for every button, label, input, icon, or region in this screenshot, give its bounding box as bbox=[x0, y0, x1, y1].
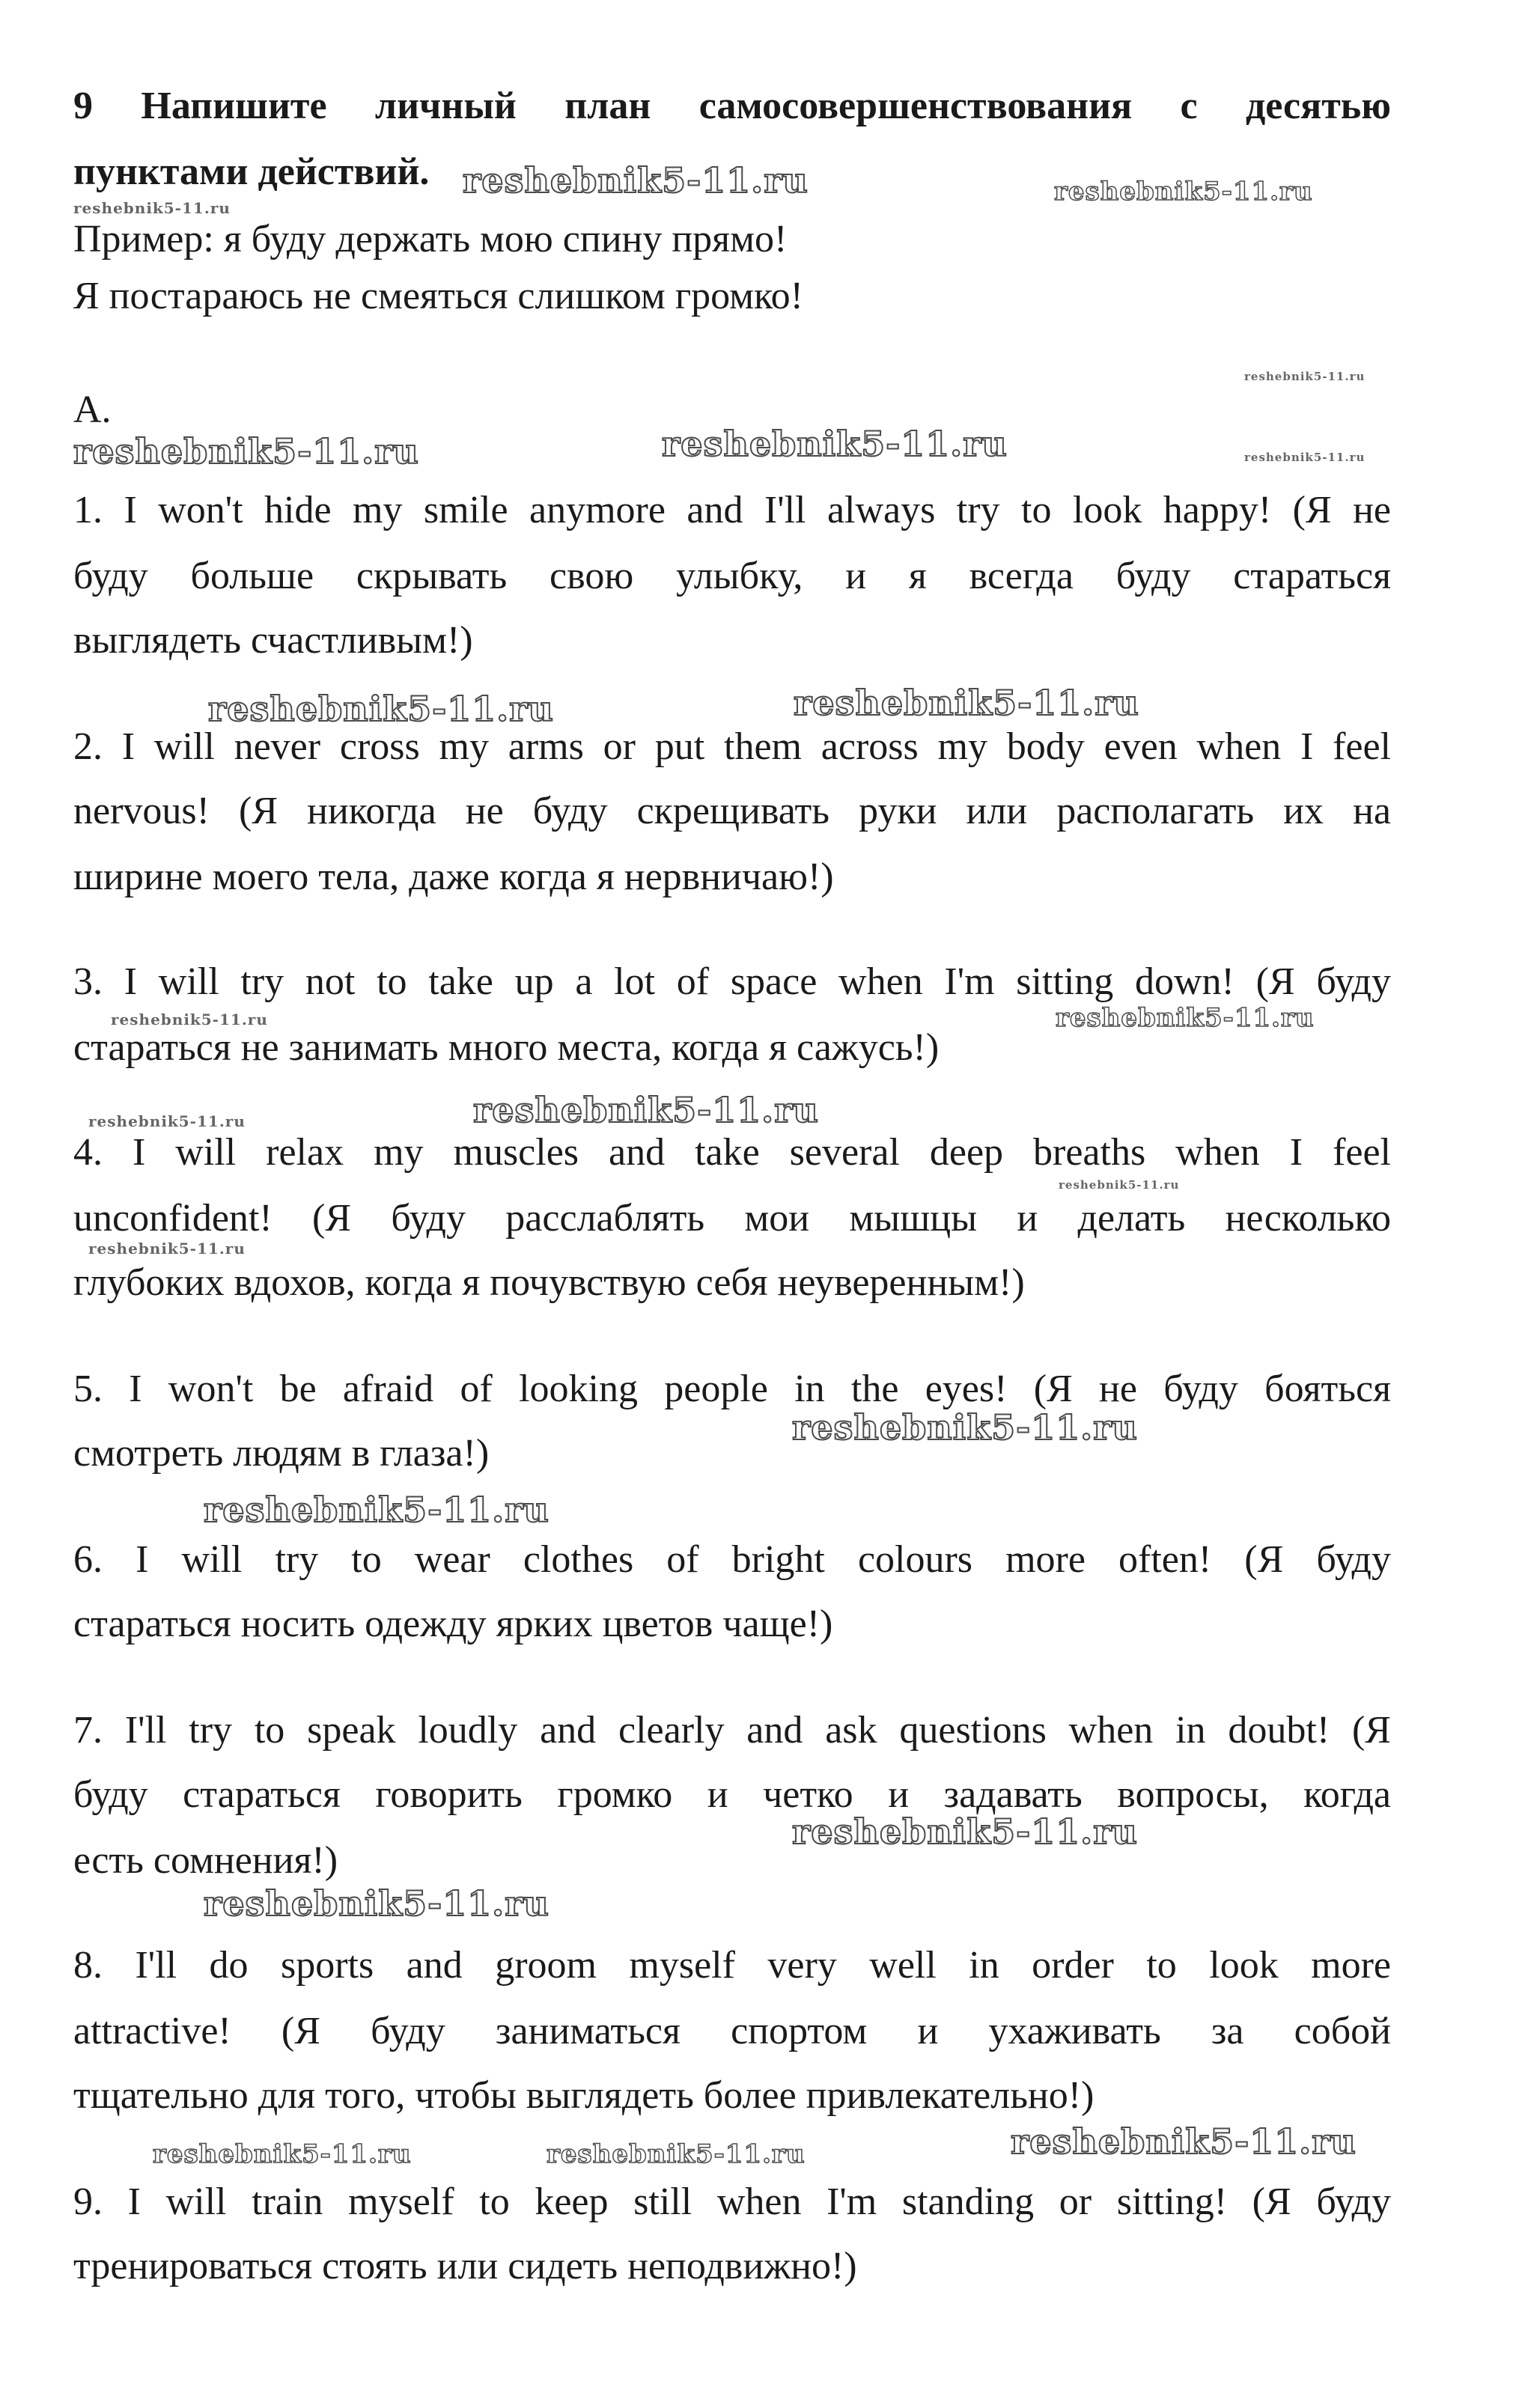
item-7-line-3: есть сомнения!) bbox=[73, 1839, 338, 1882]
watermark: reshebnik5-11.ru bbox=[794, 683, 1139, 723]
example-line-2: Я постараюсь не смеяться слишком громко! bbox=[73, 275, 803, 317]
item-3-line-1: 3. I will try not to take up a lot of space when I'm sitting down! (Я буду bbox=[73, 960, 1391, 1003]
example-line-1: Пример: я буду держать мою спину прямо! bbox=[73, 218, 788, 260]
watermark: reshebnik5-11.ru bbox=[1056, 1003, 1315, 1033]
watermark: reshebnik5-11.ru bbox=[792, 1407, 1138, 1448]
watermark: reshebnik5-11.ru bbox=[208, 689, 554, 729]
watermark: reshebnik5-11.ru bbox=[1059, 1178, 1180, 1192]
watermark: reshebnik5-11.ru bbox=[473, 1090, 819, 1130]
item-8-line-3: тщательно для того, чтобы выглядеть более привлекательно!) bbox=[73, 2074, 1095, 2117]
item-1-line-1: 1. I won't hide my smile anymore and I'll always try to look happy! (Я не bbox=[73, 489, 1391, 531]
item-8-line-2: attractive! (Я буду заниматься спортом и ухаживать за собой bbox=[73, 2010, 1391, 2052]
exercise-heading-line-2: пунктами действий. bbox=[73, 150, 430, 193]
item-1-line-3: выглядеть счастливым!) bbox=[73, 619, 473, 662]
watermark: reshebnik5-11.ru bbox=[662, 424, 1008, 464]
watermark: reshebnik5-11.ru bbox=[1011, 2121, 1357, 2162]
watermark: reshebnik5-11.ru bbox=[1054, 177, 1313, 207]
watermark: reshebnik5-11.ru bbox=[204, 1490, 550, 1530]
watermark: reshebnik5-11.ru bbox=[204, 1883, 550, 1924]
item-4-line-3: глубоких вдохов, когда я почувствую себя неуверенным!) bbox=[73, 1261, 1025, 1304]
exercise-heading-line-1: 9 Напишите личный план самосовершенствования с десятью bbox=[73, 85, 1391, 127]
watermark: reshebnik5-11.ru bbox=[463, 160, 809, 201]
watermark: reshebnik5-11.ru bbox=[153, 2139, 412, 2169]
watermark: reshebnik5-11.ru bbox=[73, 199, 231, 217]
item-5-line-1: 5. I won't be afraid of looking people in the eyes! (Я не буду бояться bbox=[73, 1368, 1391, 1410]
watermark: reshebnik5-11.ru bbox=[111, 1011, 268, 1028]
item-4-line-2: unconfident! (Я буду расслаблять мои мышцы и делать несколько bbox=[73, 1197, 1391, 1240]
item-3-line-2: стараться не занимать много места, когда я сажусь!) bbox=[73, 1026, 940, 1069]
item-4-line-1: 4. I will relax my muscles and take several deep breaths when I feel bbox=[73, 1131, 1391, 1174]
watermark: reshebnik5-11.ru bbox=[88, 1112, 246, 1130]
section-label: A. bbox=[73, 388, 112, 431]
item-1-line-2: буду больше скрывать свою улыбку, и я всегда буду стараться bbox=[73, 555, 1391, 597]
item-2-line-2: nervous! (Я никогда не буду скрещивать руки или располагать их на bbox=[73, 790, 1391, 832]
watermark: reshebnik5-11.ru bbox=[1244, 451, 1366, 464]
watermark: reshebnik5-11.ru bbox=[1244, 370, 1366, 383]
item-9-line-2: тренироваться стоять или сидеть неподвижно!) bbox=[73, 2245, 857, 2287]
item-2-line-1: 2. I will never cross my arms or put them across my body even when I feel bbox=[73, 725, 1391, 768]
watermark: reshebnik5-11.ru bbox=[88, 1240, 246, 1258]
item-8-line-1: 8. I'll do sports and groom myself very well in order to look more bbox=[73, 1944, 1391, 1987]
item-2-line-3: ширине моего тела, даже когда я нервничаю!) bbox=[73, 856, 834, 898]
item-6-line-2: стараться носить одежду ярких цветов чаще!) bbox=[73, 1603, 833, 1645]
watermark: reshebnik5-11.ru bbox=[73, 431, 419, 472]
item-6-line-1: 6. I will try to wear clothes of bright colours more often! (Я буду bbox=[73, 1538, 1391, 1581]
watermark: reshebnik5-11.ru bbox=[547, 2139, 806, 2169]
item-7-line-1: 7. I'll try to speak loudly and clearly and ask questions when in doubt! (Я bbox=[73, 1709, 1391, 1752]
watermark: reshebnik5-11.ru bbox=[792, 1811, 1138, 1852]
item-7-line-2: буду стараться говорить громко и четко и задавать вопросы, когда bbox=[73, 1773, 1391, 1816]
item-5-line-2: смотреть людям в глаза!) bbox=[73, 1432, 490, 1475]
item-9-line-1: 9. I will train myself to keep still when I'm standing or sitting! (Я буду bbox=[73, 2180, 1391, 2223]
